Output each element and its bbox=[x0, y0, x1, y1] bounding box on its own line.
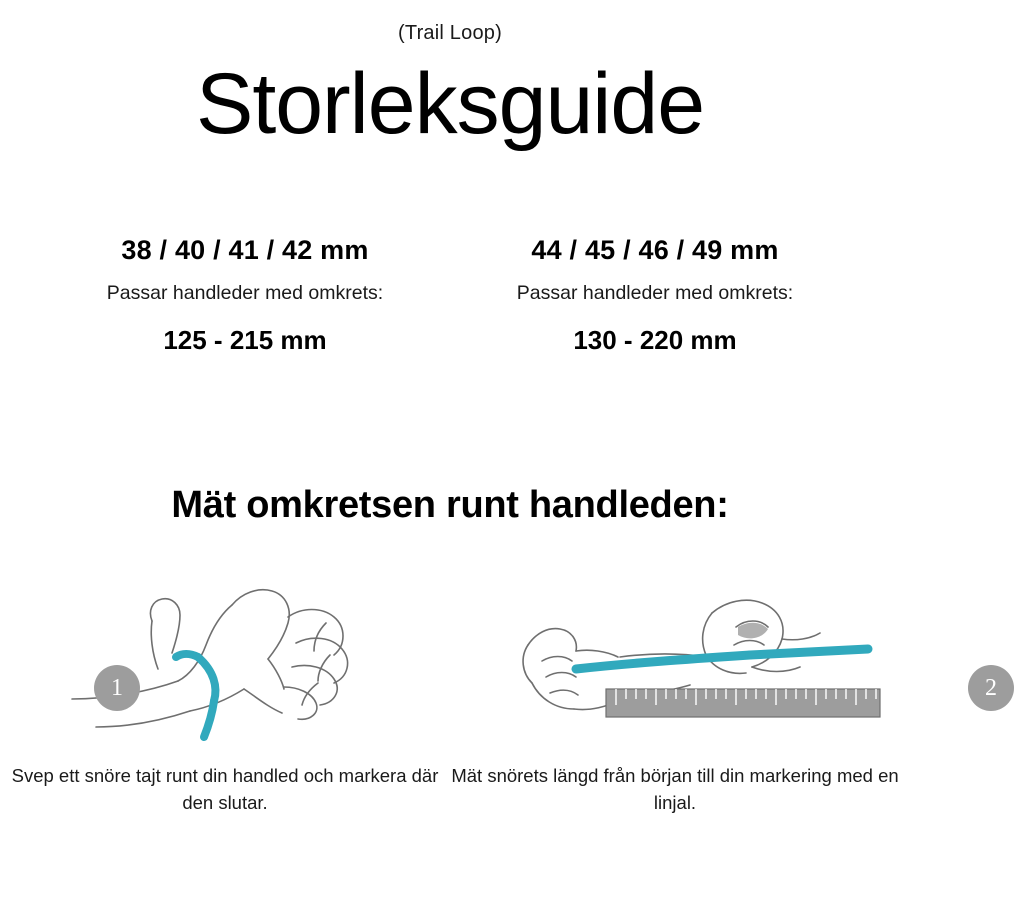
step-1-caption: Svep ett snöre tajt runt din handled och markera där den slutar. bbox=[11, 765, 439, 814]
size-fits-label-large: Passar handleder med omkrets: bbox=[516, 282, 794, 305]
step-2 bbox=[450, 549, 997, 817]
ruler bbox=[606, 689, 880, 717]
hand-with-ruler-illustration bbox=[450, 549, 900, 739]
size-models-small: 38 / 40 / 41 / 42 mm bbox=[121, 235, 369, 266]
size-guide-page bbox=[0, 22, 997, 922]
size-fits-label-small: Passar handleder med omkrets: bbox=[106, 282, 384, 305]
measure-steps bbox=[0, 549, 997, 817]
size-column-small bbox=[40, 235, 450, 356]
step-2-caption: Mät snörets längd från början till din markering med en linjal. bbox=[451, 765, 899, 814]
step-1-illustration bbox=[0, 549, 450, 739]
step-1 bbox=[0, 549, 450, 817]
product-subtitle: (Trail Loop) bbox=[398, 22, 502, 44]
size-table bbox=[0, 235, 900, 356]
size-column-large bbox=[450, 235, 860, 356]
size-range-small: 125 - 215 mm bbox=[163, 325, 327, 356]
hand-with-string-illustration bbox=[0, 549, 450, 739]
step-2-number-badge: 2 bbox=[968, 665, 1014, 711]
size-models-large: 44 / 45 / 46 / 49 mm bbox=[531, 235, 779, 266]
step-2-illustration bbox=[450, 549, 900, 739]
page-title: Storleksguide bbox=[195, 56, 705, 152]
step-1-number-badge: 1 bbox=[94, 665, 140, 711]
measure-heading: Mät omkretsen runt handleden: bbox=[171, 484, 729, 527]
size-range-large: 130 - 220 mm bbox=[573, 325, 737, 356]
